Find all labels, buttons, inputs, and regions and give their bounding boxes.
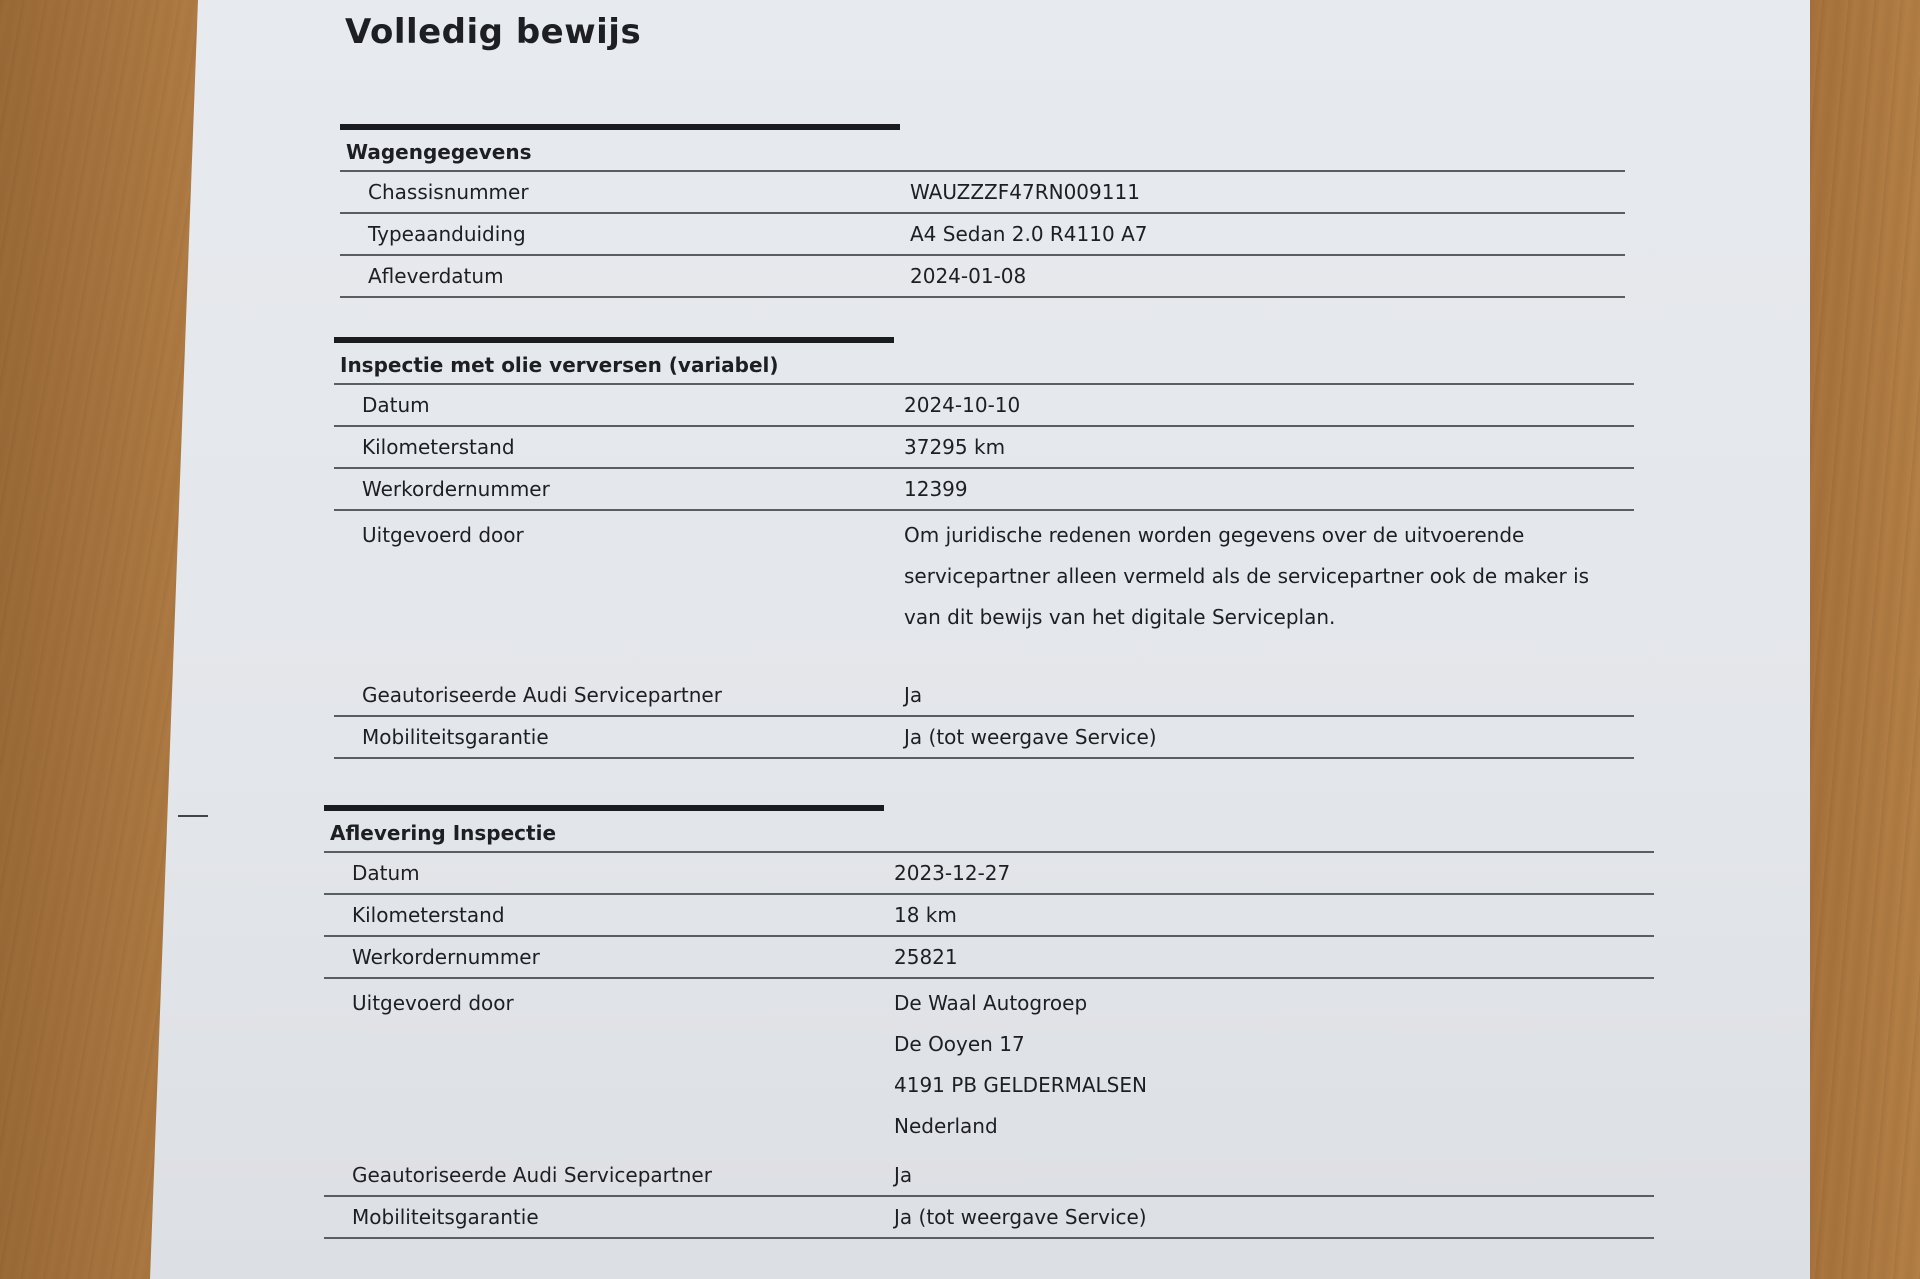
row-label: Uitgevoerd door [362,523,524,547]
row-value: 2024-01-08 [910,264,1027,288]
row-value-multiline [904,515,1634,638]
row-label: Uitgevoerd door [352,991,514,1015]
row-label: Werkordernummer [362,477,550,501]
text-line: De Ooyen 17 [894,1032,1025,1056]
row-label: Typeaanduiding [368,222,526,246]
text-line: servicepartner alleen vermeld als de servicepartner ook de maker is [904,564,1590,588]
text-line: Nederland [894,1114,998,1138]
table-row [334,469,1634,511]
table-row [340,172,1625,214]
text-line: Om juridische redenen worden gegevens over de uitvoerende [904,523,1525,547]
text-line: 4191 PB GELDERMALSEN [894,1073,1147,1097]
row-value: Ja [894,1163,913,1187]
table-row [340,256,1625,298]
table-row [324,1197,1654,1239]
section-title: Inspectie met olie verversen (variabel) [334,343,1634,385]
table-row [324,1155,1654,1197]
section-title: Aflevering Inspectie [324,811,1654,853]
row-label: Mobiliteitsgarantie [362,725,549,749]
row-label: Datum [362,393,430,417]
row-value: 18 km [894,903,957,927]
row-value: Ja (tot weergave Service) [904,725,1157,749]
margin-tick-mark [178,815,208,817]
table-row [324,937,1654,979]
row-value: WAUZZZF47RN009111 [910,180,1140,204]
table-row [334,385,1634,427]
row-value: Ja [904,683,923,707]
section-wagengegevens [340,124,1625,298]
table-row [334,427,1634,469]
row-value: Ja (tot weergave Service) [894,1205,1147,1229]
section-inspectie-olie [334,337,1634,759]
row-value: 2023-12-27 [894,861,1011,885]
table-row [340,214,1625,256]
table-row [334,511,1634,675]
table-row [334,717,1634,759]
row-label: Kilometerstand [352,903,505,927]
text-line: van dit bewijs van het digitale Serviceplan. [904,605,1336,629]
row-label: Chassisnummer [368,180,529,204]
row-label: Kilometerstand [362,435,515,459]
row-value: 12399 [904,477,968,501]
row-label: Datum [352,861,420,885]
row-value: A4 Sedan 2.0 R4110 A7 [910,222,1148,246]
row-value: 25821 [894,945,958,969]
text-line: De Waal Autogroep [894,991,1088,1015]
row-value: 2024-10-10 [904,393,1021,417]
table-row [324,979,1654,1155]
row-label: Geautoriseerde Audi Servicepartner [362,683,722,707]
document-title: Volledig bewijs [345,12,642,52]
row-label: Afleverdatum [368,264,504,288]
row-label: Werkordernummer [352,945,540,969]
table-row [334,675,1634,717]
row-label: Geautoriseerde Audi Servicepartner [352,1163,712,1187]
row-value-multiline [894,983,1654,1147]
section-aflevering-inspectie [324,805,1654,1239]
table-row [324,853,1654,895]
section-title: Wagengegevens [340,130,1625,172]
table-row [324,895,1654,937]
row-label: Mobiliteitsgarantie [352,1205,539,1229]
row-value: 37295 km [904,435,1006,459]
